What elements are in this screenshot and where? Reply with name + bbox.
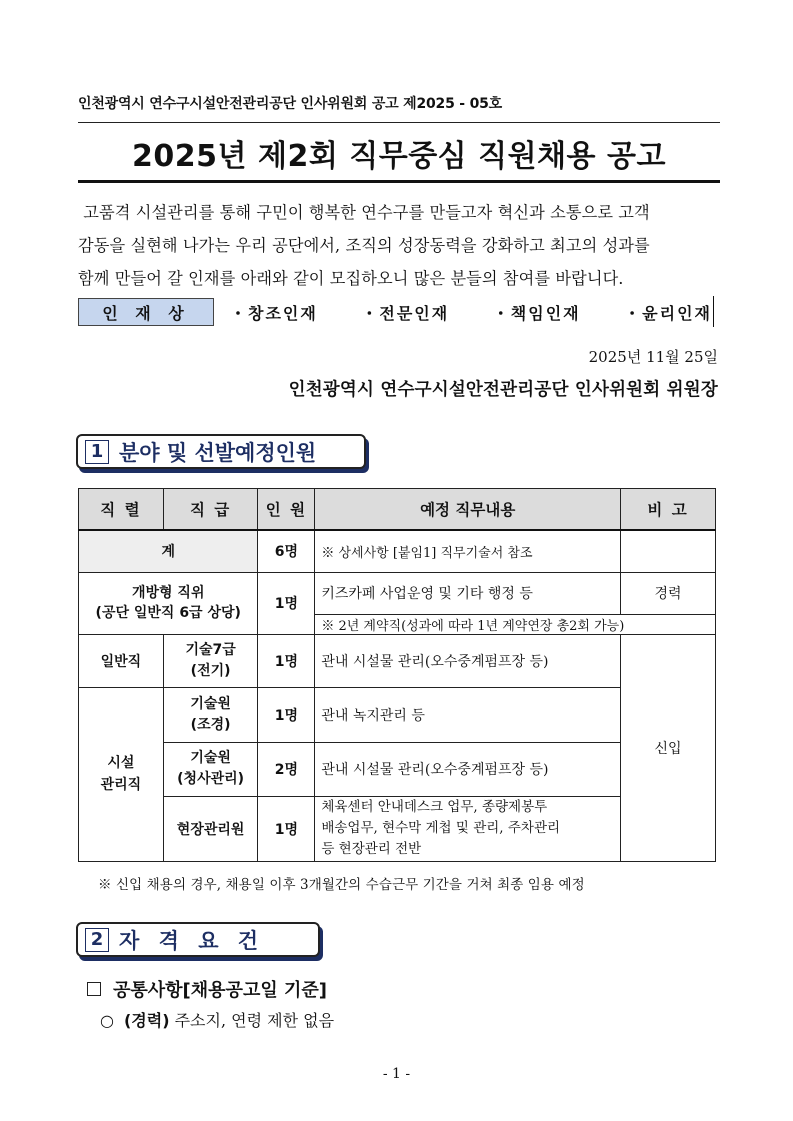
facility-grade [163,742,258,796]
section-heading-1 [76,434,366,469]
grade-line: 기술원 [190,695,231,712]
grade-line: (조경) [190,716,231,733]
content-line: 등 현장관리 전반 [321,841,422,857]
requirement-label: (경력) [123,1011,170,1030]
total-count: 6명 [258,530,315,572]
talent-item: ・창조인재 [230,303,318,323]
grade-line: (청사관리) [177,771,245,787]
table-header: 비 고 [621,489,716,531]
facility-grade [163,687,258,742]
open-position-title: 개방형 직위 [131,585,205,601]
total-label: 계 [79,530,258,572]
open-position-note: 경력 [621,572,716,614]
general-count: 1명 [258,634,315,687]
total-content: ※ 상세사항 [붙임1] 직무기술서 참조 [315,530,621,572]
general-content: 관내 시설물 관리(오수중계펌프장 등) [315,634,621,687]
facility-content [315,796,621,861]
facility-grade: 현장관리원 [163,796,258,861]
table-row [79,634,716,687]
talent-list [230,299,712,325]
signer: 인천광역시 연수구시설안전관리공단 인사위원회 위원장 [288,380,718,400]
page-title: 2025년 제2회 직무중심 직원채용 공고 [132,139,666,174]
table-header: 인 원 [258,489,315,531]
grade-line: 기술7급 [185,641,236,658]
common-requirements-title [87,976,327,1002]
open-position-subnote: ※ 2년 계약직(성과에 따라 1년 계약연장 총2회 가능) [315,614,716,634]
content-line: 체육센터 안내데스크 업무, 종량제봉투 [321,799,548,815]
table-header: 직 급 [163,489,258,531]
section-heading-2 [76,922,320,957]
table-row [79,687,716,742]
talent-item: ・윤리인재 [624,303,712,323]
circle-bullet-icon: ○ [100,1011,114,1030]
table-row [79,530,716,572]
common-title-text: 공통사항[채용공고일 기준] [113,980,327,1001]
talent-item: ・전문인재 [361,303,450,323]
intro-paragraph [78,196,720,295]
facility-series [79,687,164,861]
table-header: 직 렬 [79,489,164,531]
series-line: 관리직 [100,777,142,793]
probation-note: ※ 신입 채용의 경우, 채용일 이후 3개월간의 수습근무 기간을 거쳐 최종 임용 예정 [98,877,585,893]
section-title: 자 격 요 건 [119,928,265,953]
facility-count: 1명 [258,796,315,861]
new-hire-note: 신입 [621,634,716,861]
table-row [79,796,716,861]
table-header: 예정 직무내용 [315,489,621,531]
facility-count: 1명 [258,687,315,742]
talent-item: ・책임인재 [492,303,581,323]
grade-line: (전기) [190,662,231,679]
table-row [79,742,716,796]
open-position-count: 1명 [258,572,315,634]
facility-content: 관내 시설물 관리(오수중계펌프장 등) [315,742,621,796]
facility-count: 2명 [258,742,315,796]
grade-line: 기술원 [190,750,231,766]
general-series: 일반직 [79,634,164,687]
intro-line: 고품격 시설관리를 통해 구민이 행복한 연수구를 만들고자 혁신과 소통으로 고객 [78,203,650,222]
intro-line: 함께 만들어 갈 인재를 아래와 같이 모집하오니 많은 분들의 참여를 바랍니다. [78,269,624,288]
open-position-label [79,572,258,634]
open-position-subtitle: (공단 일반직 6급 상당) [95,605,241,621]
header-divider [78,122,720,123]
talent-divider [713,296,714,327]
content-line: 배송업무, 현수막 게첩 및 관리, 주차관리 [321,820,561,836]
series-line: 시설 [107,755,135,771]
total-note [621,530,716,572]
facility-content: 관내 녹지관리 등 [315,687,621,742]
notice-date: 2025년 11월 25일 [588,348,718,366]
section-number: 2 [85,928,109,952]
page-number: - 1 - [382,1066,411,1082]
section-number: 1 [85,440,109,464]
intro-line: 감동을 실현해 나가는 우리 공단에서, 조직의 성장동력을 강화하고 최고의 성과를 [78,236,650,255]
table-header-row [79,489,716,531]
requirement-item [100,1008,334,1031]
table-row [79,572,716,614]
section-title: 분야 및 선발예정인원 [119,440,317,465]
requirement-text: 주소지, 연령 제한 없음 [169,1011,335,1030]
positions-table [78,488,716,862]
general-grade [163,634,258,687]
notice-number: 인천광역시 연수구시설안전관리공단 인사위원회 공고 제2025 - 05호 [78,96,503,112]
talent-label: 인 재 상 [78,298,214,326]
title-divider [78,180,720,183]
open-position-content: 키즈카페 사업운영 및 기타 행정 등 [315,572,621,614]
checkbox-icon [87,982,101,996]
